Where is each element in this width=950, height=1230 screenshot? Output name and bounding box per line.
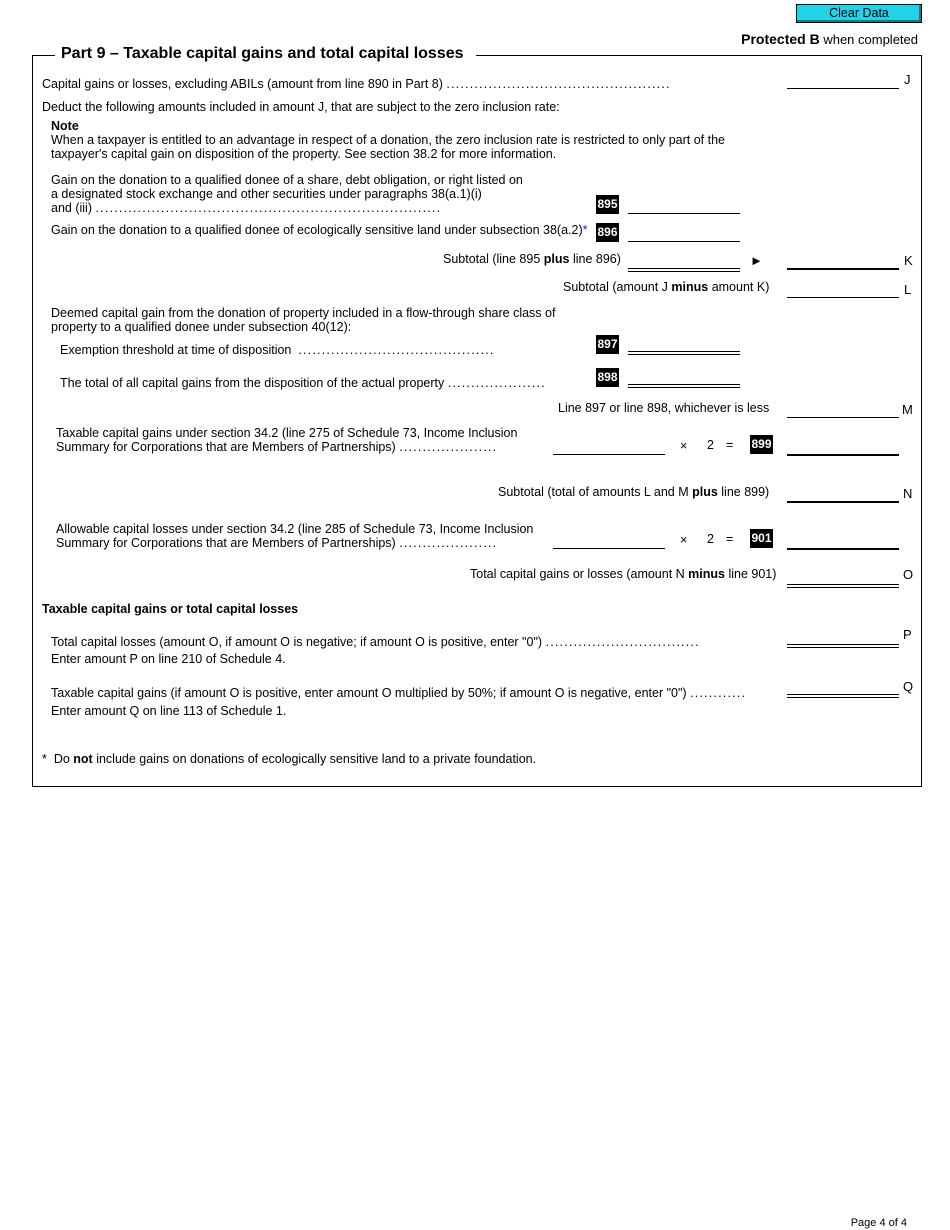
letter-p: P	[903, 627, 912, 642]
deemed-line1: Deemed capital gain from the donation of property included in a flow-through share class of	[51, 306, 556, 320]
amount-q-field[interactable]	[787, 694, 899, 698]
taxable-heading: Taxable capital gains or total capital losses	[42, 602, 299, 616]
title-rule	[33, 55, 55, 56]
multiplier-2: 2	[707, 438, 714, 452]
line-896-field[interactable]	[628, 241, 740, 242]
line-897-label: Exemption threshold at time of disposition ..........................................	[60, 343, 495, 357]
equals-sign: =	[726, 438, 734, 452]
deemed-line2: property to a qualified donee under subsection 40(12):	[51, 320, 352, 334]
line-895-text1: Gain on the donation to a qualified donee of a share, debt obligation, or right listed on	[51, 173, 523, 187]
letter-l: L	[904, 282, 912, 297]
letter-k: K	[904, 253, 913, 268]
subtotal-k-label: Subtotal (line 895 plus line 896)	[443, 252, 621, 266]
letter-q: Q	[903, 679, 914, 694]
amount-l-field[interactable]	[787, 297, 899, 298]
clear-data-button[interactable]: Clear Data	[796, 4, 922, 23]
deduct-text: Deduct the following amounts included in amount J, that are subject to the zero inclusion rate:	[42, 100, 560, 114]
amount-o-field[interactable]	[787, 584, 899, 588]
line-896-label: Gain on the donation to a qualified donee of ecologically sensitive land under subsection 38(a.2)*	[51, 223, 588, 237]
line-899-result-field[interactable]	[787, 454, 899, 456]
line-m-label: Line 897 or line 898, whichever is less	[558, 401, 770, 415]
line-895-field[interactable]	[628, 213, 740, 214]
line-p-label: Total capital losses (amount O, if amount O is negative; if amount O is positive, enter "0") .................................	[51, 635, 700, 649]
subtotal-k-field[interactable]	[628, 268, 740, 272]
line-901-result-field[interactable]	[787, 548, 899, 550]
subtotal-l-label: Subtotal (amount J minus amount K)	[563, 280, 770, 294]
line-895-text3: and (iii) ..........................................................................	[51, 201, 442, 215]
line-j-label: Capital gains or losses, excluding ABILs (amount from line 890 in Part 8) ................................................	[42, 77, 671, 91]
letter-n: N	[903, 486, 913, 501]
line-901-text1: Allowable capital losses under section 34.2 (line 285 of Schedule 73, Income Inclusion	[56, 522, 534, 536]
line-q-label: Taxable capital gains (if amount O is positive, enter amount O multiplied by 50%; if amount O is negative, enter "0") ............	[51, 686, 747, 700]
note-title: Note	[51, 119, 79, 133]
amount-p-field[interactable]	[787, 644, 899, 648]
letter-o: O	[903, 567, 914, 582]
line-p-instruction: Enter amount P on line 210 of Schedule 4.	[51, 652, 286, 666]
footnote: * Do not include gains on donations of ecologically sensitive land to a private foundation.	[42, 752, 537, 766]
line-895-text2: a designated stock exchange and other securities under paragraphs 38(a.1)(i)	[51, 187, 482, 201]
line-896-code: 896	[596, 223, 619, 242]
part-9-frame	[32, 55, 922, 787]
part-title: Part 9 – Taxable capital gains and total capital losses	[55, 45, 476, 63]
line-895-code: 895	[596, 195, 619, 214]
arrow-icon: ►	[750, 253, 763, 268]
letter-m: M	[902, 402, 913, 417]
line-899-code: 899	[750, 435, 773, 454]
times-sign-2: ×	[680, 533, 688, 547]
line-898-label: The total of all capital gains from the disposition of the actual property .....................	[60, 376, 546, 390]
line-898-field[interactable]	[628, 384, 740, 388]
line-901-code: 901	[750, 529, 773, 548]
line-901-text2: Summary for Corporations that are Members of Partnerships) .....................	[56, 536, 498, 550]
page-number: Page 4 of 4	[850, 1217, 907, 1229]
line-901-input-field[interactable]	[553, 548, 665, 549]
amount-n-field[interactable]	[787, 501, 899, 503]
line-899-text2: Summary for Corporations that are Members of Partnerships) .....................	[56, 440, 498, 454]
subtotal-n-label: Subtotal (total of amounts L and M plus line 899)	[498, 485, 770, 499]
protected-b-label: Protected B when completed	[741, 31, 918, 47]
amount-m-field[interactable]	[787, 417, 899, 418]
multiplier-2-b: 2	[707, 532, 714, 546]
letter-j: J	[904, 72, 911, 87]
line-899-input-field[interactable]	[553, 454, 665, 455]
times-sign: ×	[680, 439, 688, 453]
amount-k-field[interactable]	[787, 268, 899, 270]
line-q-instruction: Enter amount Q on line 113 of Schedule 1.	[51, 704, 287, 718]
note-line1: When a taxpayer is entitled to an advantage in respect of a donation, the zero inclusion rate is restricted to only part of the	[51, 133, 726, 147]
total-o-label: Total capital gains or losses (amount N minus line 901)	[470, 567, 777, 581]
amount-j-field[interactable]	[787, 88, 899, 89]
note-line2: taxpayer's capital gain on disposition of the property. See section 38.2 for more information.	[51, 147, 557, 161]
line-899-text1: Taxable capital gains under section 34.2 (line 275 of Schedule 73, Income Inclusion	[56, 426, 518, 440]
line-897-code: 897	[596, 335, 619, 354]
equals-sign-2: =	[726, 532, 734, 546]
line-897-field[interactable]	[628, 351, 740, 355]
line-898-code: 898	[596, 368, 619, 387]
